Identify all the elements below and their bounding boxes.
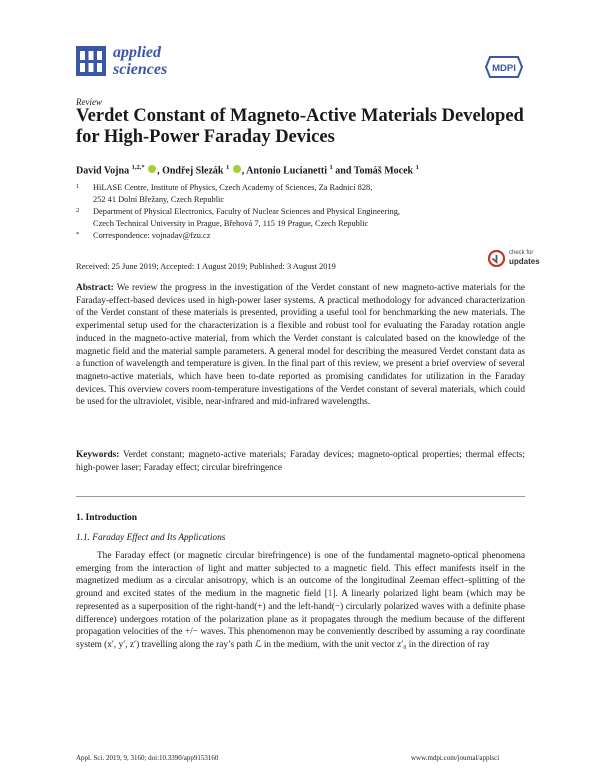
check-for-updates-label: check for (509, 250, 534, 256)
keywords (76, 449, 525, 474)
orcid-icon[interactable] (233, 165, 241, 173)
journal-logo-icon (76, 46, 106, 76)
footer-url[interactable]: www.mdpi.com/journal/applsci (411, 754, 500, 762)
author-name: Ondřej Slezák (162, 165, 224, 177)
subsection-heading: 1.1. Faraday Effect and Its Applications (76, 533, 226, 543)
abstract-text: We review the progress in the investigation of the Verdet constant of new magneto-active materials for the Faraday-effect-based devices used in high-power laser systems. A practical methodology for advanced characterization of the Verdet constant of these materials is presented, providing a useful tool for benchmarking the new materials. The experimental setup used for the characterization is a flexible and robust tool for evaluating the Faraday rotation angle induced in the magneto-active material, from which the Verdet constant is calculated based on the knowledge of the magnetic field and the material sample parameters. A general model for describing the measured Verdet constant data as a function of wavelength and temperature is given. In the final part of this review, we present a brief overview of several magneto-active materials, which have been to-date reported as promising candidates for utilization in the Faraday devices. This overview covers room-temperature investigations of the Verdet constant of several materials, which could be used for the ultraviolet, visible, near-infrared and mid-infrared wavelengths. (76, 283, 525, 408)
abstract (76, 282, 525, 409)
author-affiliation-mark: 1 (415, 164, 419, 171)
citation-link[interactable]: 1 (327, 589, 333, 600)
check-for-updates-label: updates (509, 257, 540, 266)
check-for-updates-badge[interactable] (488, 247, 548, 271)
keywords-text: Verdet constant; magneto-active materials; Faraday devices; magneto-optical properties; thermal effects; high-power laser; Faraday effect; circular birefringence (76, 450, 526, 473)
keywords-label: Keywords: (76, 450, 120, 460)
orcid-icon[interactable] (148, 165, 156, 173)
abstract-label: Abstract: (76, 283, 114, 293)
author-name: Antonio Lucianetti (246, 165, 328, 177)
check-for-updates-icon (488, 250, 505, 267)
mdpi-logo-icon (484, 55, 524, 79)
author-name: David Vojna (76, 165, 130, 177)
publisher-name: MDPI (492, 63, 516, 74)
author-name: Tomáš Mocek (353, 165, 414, 177)
body-paragraph: The Faraday effect (or magnetic circular birefringence) is one of the fundamental magneto-optical phenomena emerging from the interaction of light and matter subjected to a magnetic field. This effect manifests itself in the magnetized medium as a circular anisotropy, which is an outcome of the longitudinal Zeeman effect–splitting of the ground and excited states of the medium in the magnetic field [1]. A linearly polarized light beam (which may be represented as a superposition of the right-hand(+) and the left-hand(−) circularly polarized waves with a definite phase difference) undergoes rotation of the polarization plane as it propagates through the medium because of the different propagation velocities of the +/− waves. This phenomenon may be conveniently described by assuming a ray coordinate system (x′, y′, z′) travelling along the ray’s path ℒ in the medium, with the unit vector z′₀ in the direction of ray (76, 551, 525, 650)
author-affiliation-mark: 1 (225, 164, 230, 171)
article-type: Review (76, 97, 102, 107)
journal-name (113, 44, 167, 78)
footer-citation: Appl. Sci. 2019, 9, 3160; doi:10.3390/app9153160 (76, 754, 219, 762)
section-divider (76, 496, 525, 497)
author-affiliation-mark: 1,2,* (131, 164, 145, 171)
article-title: Verdet Constant of Magneto-Active Materials Developed for High-Power Faraday Devices (76, 106, 524, 147)
article-page: applied sciences MDPI Review Verdet Constant of Magneto-Active Materials Developed for High-Power Faraday Devices David Vojna $^{1,2,*}$ , Ondřej Slezák $^1$ , Antonio Lucianetti $^1$ and Tomáš Mocek $^1$ 1 HiLASE Centre, Institute of Physics, Czech Academy of Sciences, Za Radnicí 828, 252 41 Dolní Břežany, Czech Republic 2 Department of Physical Electronics, Faculty of Nuclear Sciences and Physical Engineering, Czech Technical University in Prague, Břehová 7, 115 19 Prague, Czech Republic * Correspondence: vojnadav@fzu.cz Received: 25 June 2019; Accepted: 1 August 2019; Published: 3 August 2019 check for updates Abstract: We review the progress in the investigation of the Verdet constant of new magneto-active materials for the Faraday-effect-based devices used in high-power laser systems. A practical methodology for advanced characterization of the Verdet constant of these materials is presented, providing a useful tool for benchmarking the new materials. The experimental setup used for the characterization is a flexible and robust tool for evaluating the Faraday rotation angle induced in the magneto-active material, from which the Verdet constant is calculated based on the knowledge of the magnetic field and the material sample parameters. A general model for describing the measured Verdet constant data as a function of wavelength and temperature is given. In the final part of this review, we present a brief overview of several magneto-active materials, which have been to-date reported as promising candidates for utilization in the Faraday devices. This overview covers room-temperature investigations of the Verdet constant of several materials, which could be used for the ultraviolet, visible, near-infrared and mid-infrared wavelengths. Keywords: Verdet constant; magneto-active materials; Faraday devices; magneto-optical properties; thermal effects; high-power laser; Faraday effect; circular birefringence 1. Introduction 1.1. Faraday Effect and Its Applications The Faraday effect (or magnetic circular birefringence) is one of the fundamental magneto-optical phenomena emerging from the interaction of light and matter subjected to a magnetic field. This effect manifests itself in the magnetized medium as a circular anisotropy, which is an outcome of the longitudinal Zeeman effect–splitting of the ground and excited states of the medium in the magnetic field [1]. A linearly polarized light beam (which may be represented as a superposition of the right-hand(+) and the left-hand(−) circularly polarized waves with a definite phase difference) undergoes rotation of the polarization plane as it propagates through the medium because of the different propagation velocities of the +/− waves. This phenomenon may be conveniently described by assuming a ray coordinate system (x′, y′, z′) travelling along the ray’s path ℒ in the medium, with the unit vector z′₀ in the direction of ray Appl. Sci. 2019, 9, 3160; doi:10.3390/app9153160 www.mdpi.com/journal/applsci (0, 0, 600, 776)
journal-name-line2: sciences (113, 61, 168, 78)
publication-dates: Received: 25 June 2019; Accepted: 1 August 2019; Published: 3 August 2019 (76, 262, 336, 271)
journal-name-line1: applied (113, 44, 161, 61)
section-heading: 1. Introduction (76, 513, 138, 523)
author-affiliation-mark: 1 (329, 164, 333, 171)
author-list: David Vojna $^{1,2,*}$ , Ondřej Slezák $^1$ , Antonio Lucianetti $^1$ and Tomáš Mocek $^1$ (76, 164, 419, 177)
